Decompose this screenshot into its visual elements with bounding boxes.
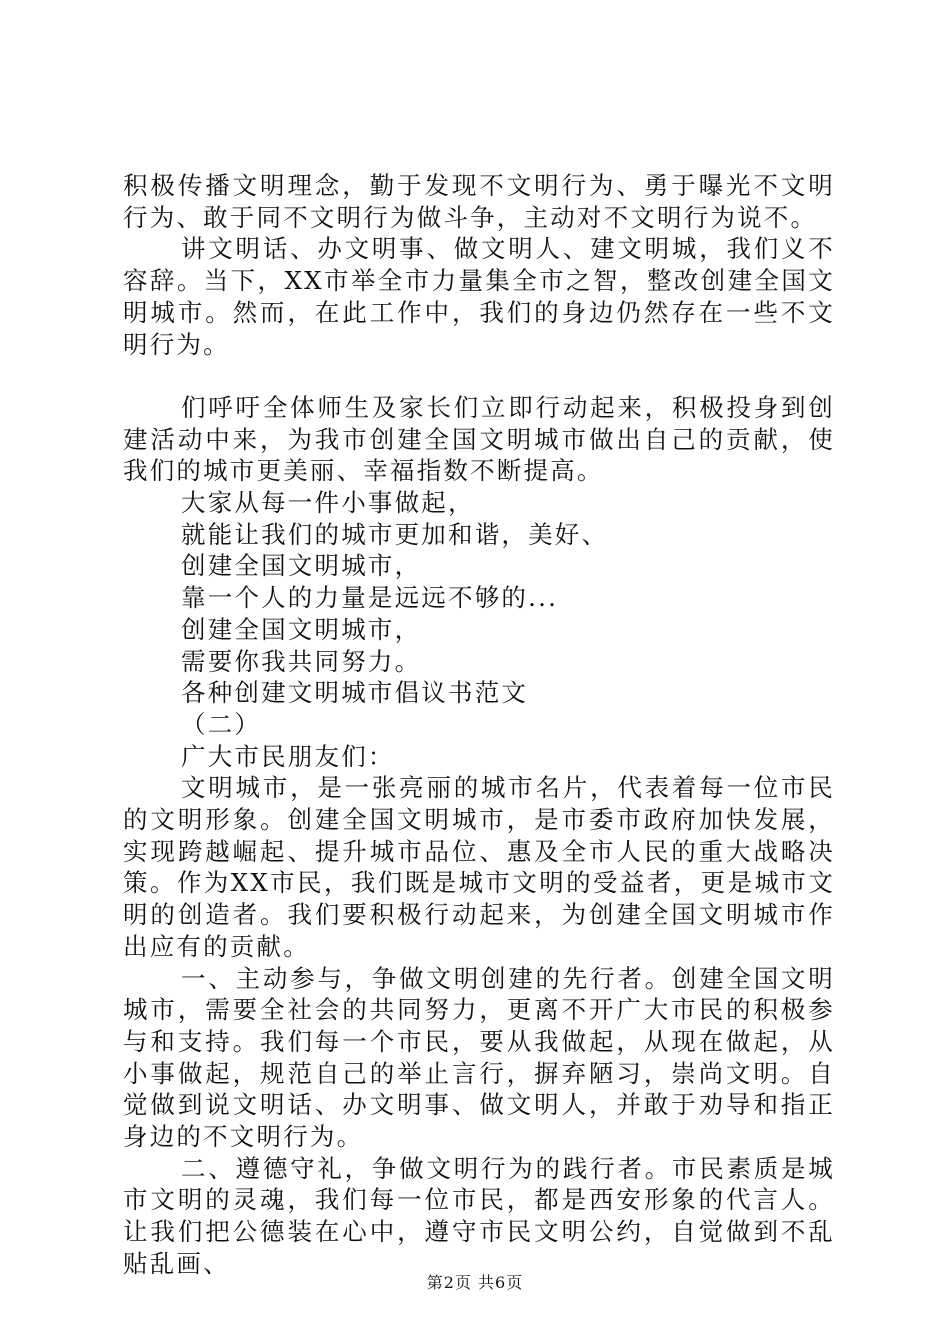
section-number: （二） bbox=[181, 709, 262, 739]
paragraph-15: 二、遵德守礼，争做文明行为的践行者。市民素质是城市文明的灵魂，我们每一位市民，都是西安形象的代言人。让我们把公德装在心中，遵守市民文明公约，自觉做到不乱贴乱画、 bbox=[123, 1153, 835, 1278]
salutation: 广大市民朋友们： bbox=[181, 741, 395, 771]
paragraph-9: 需要你我共同努力。 bbox=[181, 646, 422, 676]
paragraph-6: 创建全国文明城市， bbox=[181, 551, 422, 581]
paragraph-7: 靠一个人的力量是远远不够的... bbox=[181, 583, 559, 613]
paragraph-14: 一、主动参与，争做文明创建的先行者。创建全国文明城市，需要全社会的共同努力，更离不开广大市民的积极参与和支持。我们每一个市民，要从我做起，从现在做起，从小事做起，规范自己的举止言行，摒弃陋习，崇尚文明。自觉做到说文明话、办文明事、做文明人，并敢于劝导和指正身边的不文明行为。 bbox=[123, 963, 835, 1152]
blank-line bbox=[123, 360, 835, 392]
section-title: 各种创建文明城市倡议书范文 bbox=[181, 678, 529, 708]
paragraph-13: 文明城市，是一张亮丽的城市名片，代表着每一位市民的文明形象。创建全国文明城市，是市委市政府加快发展，实现跨越崛起、提升城市品位、惠及全市人民的重大战略决策。作为XX市民，我们既是城市文明的受益者，更是城市文明的创造者。我们要积极行动起来，为创建全国文明城市作出应有的贡献。 bbox=[123, 773, 835, 961]
paragraph-8: 创建全国文明城市， bbox=[181, 614, 422, 644]
paragraph-3: 们呼吁全体师生及家长们立即行动起来，积极投身到创建活动中来，为我市创建全国文明城市做出自己的贡献，使我们的城市更美丽、幸福指数不断提高。 bbox=[123, 392, 835, 486]
page-number: 第2页 共6页 bbox=[426, 1273, 524, 1292]
paragraph-5: 就能让我们的城市更加和谐，美好、 bbox=[181, 519, 609, 549]
paragraph-1: 积极传播文明理念，勤于发现不文明行为、勇于曝光不文明行为、敢于同不文明行为做斗争，主动对不文明行为说不。 bbox=[123, 171, 835, 232]
paragraph-4: 大家从每一件小事做起， bbox=[181, 488, 475, 518]
paragraph-2: 讲文明话、办文明事、做文明人、建文明城，我们义不容辞。当下，XX市举全市力量集全市之智，整改创建全国文明城市。然而，在此工作中，我们的身边仍然存在一些不文明行为。 bbox=[123, 234, 835, 359]
document-body bbox=[123, 170, 835, 1280]
